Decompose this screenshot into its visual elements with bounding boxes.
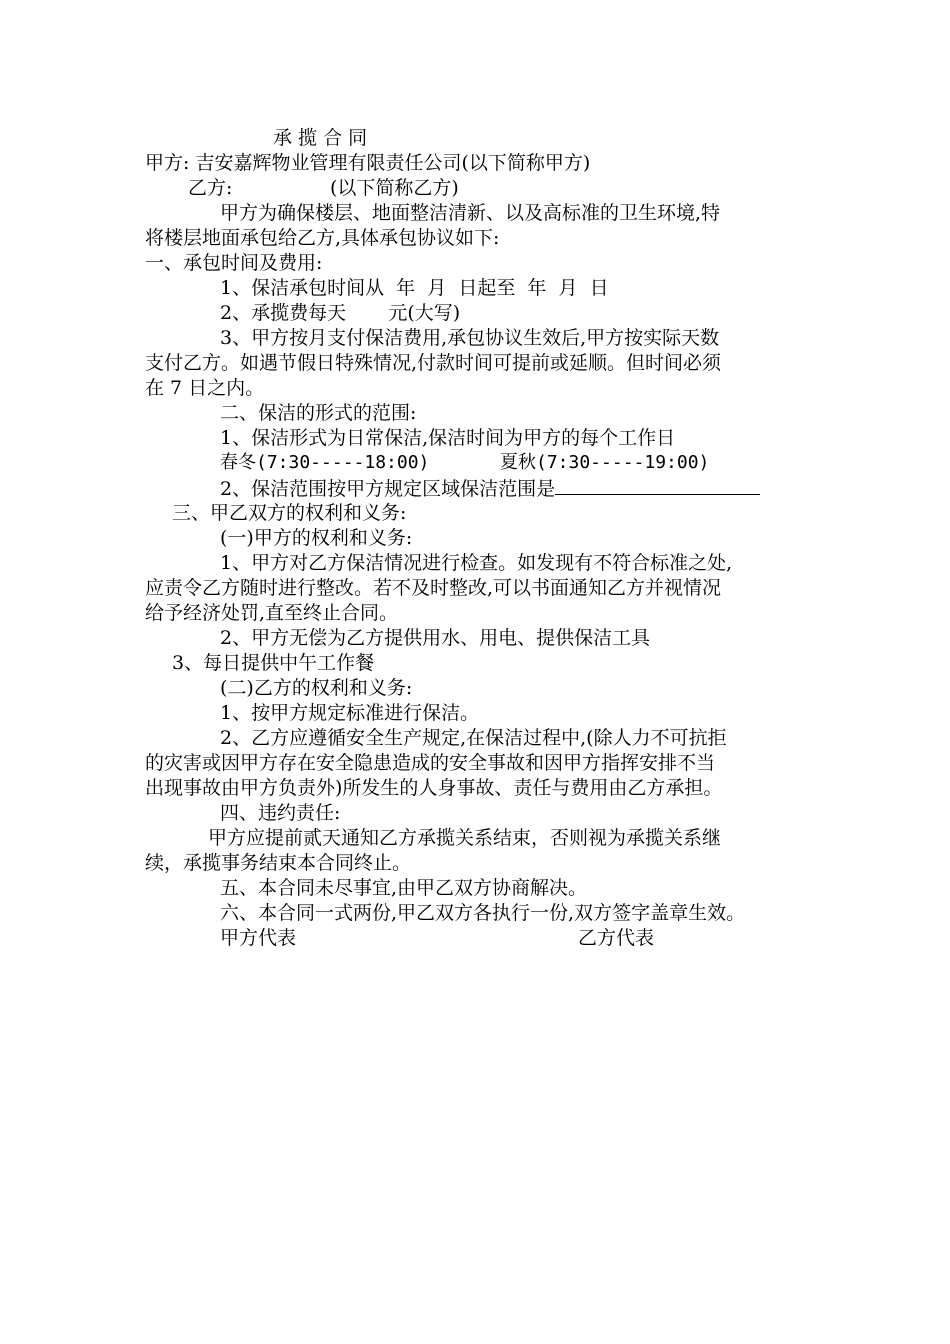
section-2-item-2-text: 2、保洁范围按甲方规定区域保洁范围是 <box>220 478 556 500</box>
party-b-note: (以下简称乙方) <box>330 177 459 199</box>
document-title: 承 揽 合 同 <box>273 127 368 149</box>
section-1-heading: 一、承包时间及费用: <box>145 252 323 274</box>
section-3-b1: 1、按甲方规定标准进行保洁。 <box>220 702 480 724</box>
schedule-summer-autumn: 夏秋(7:30-----19:00) <box>500 452 710 473</box>
section-6: 六、本合同一式两份,甲乙双方各执行一份,双方签字盖章生效。 <box>220 902 746 924</box>
section-4-heading: 四、违约责任: <box>220 802 341 824</box>
intro-line-2: 将楼层地面承包给乙方,具体承包协议如下: <box>145 227 500 249</box>
section-2-item-2 <box>220 476 760 501</box>
section-3-a-heading: (一)甲方的权利和义务: <box>220 527 413 549</box>
section-3-heading: 三、甲乙双方的权利和义务: <box>172 502 407 524</box>
section-3-a1-line-2: 应责令乙方随时进行整改。若不及时整改,可以书面通知乙方并视情况 <box>145 577 722 599</box>
party-b-label: 乙方: <box>188 177 233 199</box>
section-3-a1-line-3: 给予经济处罚,直至终止合同。 <box>145 602 399 624</box>
signature-party-b: 乙方代表 <box>578 927 655 949</box>
section-2-item-1: 1、保洁形式为日常保洁,保洁时间为甲方的每个工作日 <box>220 427 676 449</box>
schedule-spring-winter: 春冬(7:30-----18:00) <box>220 452 430 473</box>
section-3-a1-line-1: 1、甲方对乙方保洁情况进行检查。如发现有不符合标准之处, <box>220 552 733 574</box>
section-3-b-heading: (二)乙方的权利和义务: <box>220 677 413 699</box>
party-a-line: 甲方: 吉安嘉辉物业管理有限责任公司(以下简称甲方) <box>145 152 591 174</box>
section-3-a3: 3、每日提供中午工作餐 <box>172 652 375 674</box>
section-3-b2-line-2: 的灾害或因甲方存在安全隐患造成的安全事故和因甲方指挥安排不当 <box>145 752 716 774</box>
section-5: 五、本合同未尽事宜,由甲乙双方协商解决。 <box>220 877 588 899</box>
section-1-item-1: 1、保洁承包时间从 年 月 日起至 年 月 日 <box>220 277 609 299</box>
section-3-a2: 2、甲方无偿为乙方提供用水、用电、提供保洁工具 <box>220 627 651 649</box>
section-2-heading: 二、保洁的形式的范围: <box>220 402 417 424</box>
section-1-item-2: 2、承揽费每天 元(大写) <box>220 302 461 324</box>
section-4-body-line-1: 甲方应提前贰天通知乙方承揽关系结束，否则视为承揽关系继 <box>208 827 722 849</box>
blank-underline <box>555 476 760 495</box>
section-1-item-3-line-3: 在 7 日之内。 <box>145 377 265 399</box>
signature-party-a: 甲方代表 <box>220 927 297 949</box>
section-3-b2-line-1: 2、乙方应遵循安全生产规定,在保洁过程中,(除人力不可抗拒 <box>220 727 727 749</box>
section-1-item-3-line-2: 支付乙方。如遇节假日特殊情况,付款时间可提前或延顺。但时间必须 <box>145 352 722 374</box>
section-4-body-line-2: 续，承揽事务结束本合同终止。 <box>145 852 412 874</box>
section-1-item-3-line-1: 3、甲方按月支付保洁费用,承包协议生效后,甲方按实际天数 <box>220 327 720 349</box>
intro-line-1: 甲方为确保楼层、地面整洁清新、以及高标准的卫生环境,特 <box>220 202 721 224</box>
section-3-b2-line-3: 出现事故由甲方负责外)所发生的人身事故、责任与费用由乙方承担。 <box>145 777 723 799</box>
